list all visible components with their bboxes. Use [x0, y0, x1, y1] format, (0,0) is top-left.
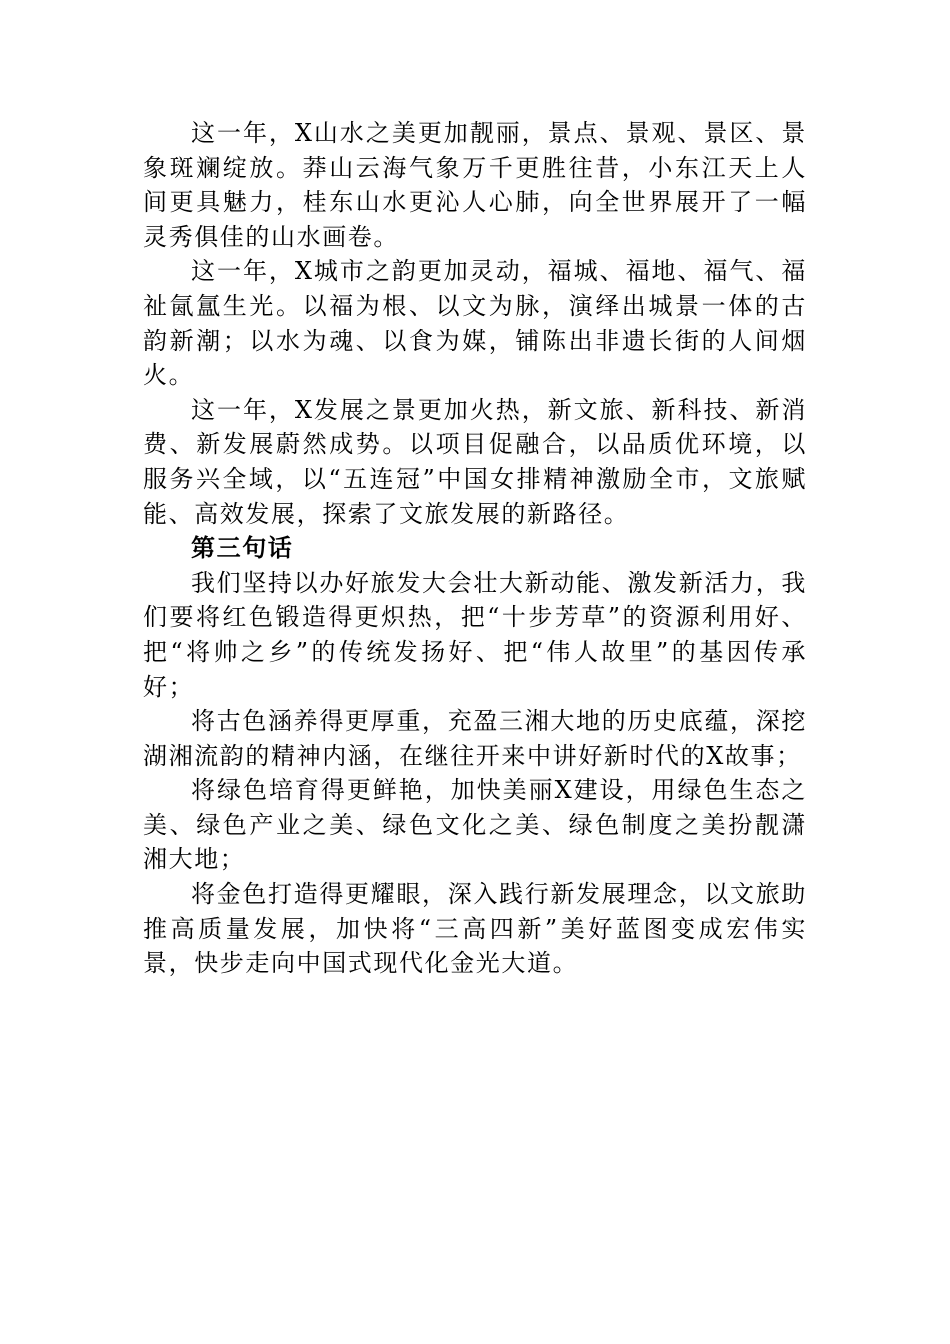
paragraph-gold: 将金色打造得更耀眼，深入践行新发展理念，以文旅助推高质量发展，加快将“三高四新”美好蓝图变成宏伟实景，快步走向中国式现代化金光大道。: [143, 880, 807, 978]
paragraph-red: 我们坚持以办好旅发大会壮大新动能、激发新活力，我们要将红色锻造得更炽热，把“十步芳草”的资源利用好、把“将帅之乡”的传统发扬好、把“伟人故里”的基因传承好；: [143, 568, 807, 701]
paragraph-landscape: 这一年，X山水之美更加靓丽，景点、景观、景区、景象斑斓绽放。莽山云海气象万千更胜往昔，小东江天上人间更具魅力，桂东山水更沁人心肺，向全世界展开了一幅灵秀俱佳的山水画卷。: [143, 119, 807, 251]
section-heading: 第三句话: [191, 533, 294, 563]
paragraph-green: 将绿色培育得更鲜艳，加快美丽X建设，用绿色生态之美、绿色产业之美、绿色文化之美、绿色制度之美扮靓潇湘大地；: [143, 776, 807, 874]
paragraph-development: 这一年，X发展之景更加火热，新文旅、新科技、新消费、新发展蔚然成势。以项目促融合，以品质优环境，以服务兴全域，以“五连冠”中国女排精神激励全市，文旅赋能、高效发展，探索了文旅发展的新路径。: [143, 395, 807, 528]
paragraph-city: 这一年，X城市之韵更加灵动，福城、福地、福气、福祉氤氲生光。以福为根、以文为脉，演绎出城景一体的古韵新潮；以水为魂、以食为媒，铺陈出非遗长街的人间烟火。: [143, 257, 807, 390]
paragraph-ancient: 将古色涵养得更厚重，充盈三湘大地的历史底蕴，深挖湖湘流韵的精神内涵，在继往开来中讲好新时代的X故事；: [143, 707, 807, 770]
document-body: [143, 116, 807, 981]
